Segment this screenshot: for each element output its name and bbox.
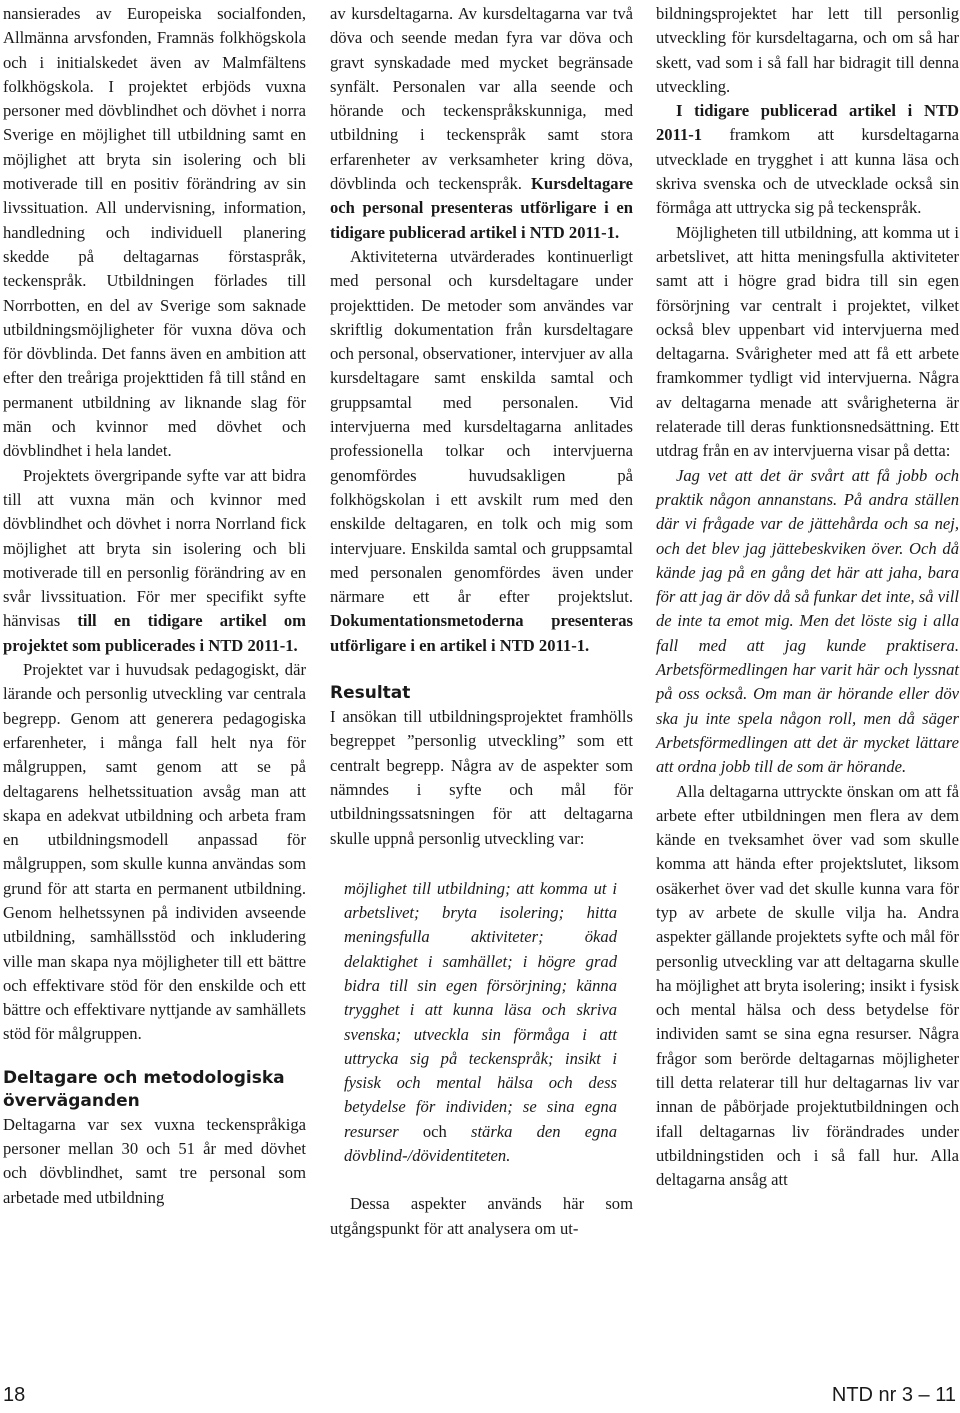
article-reference: till en tidigare artikel om projektet som publicerades i NTD 2011-1.: [3, 611, 307, 655]
paragraph: [656, 99, 959, 220]
paragraph: Projektet var i huvudsak pedagogiskt, där lärande och personlig utveckling var centrala begrepp. Genom att generera pedagogiska erfarenheter, i många fall helt nya för målgruppen, samt genom att se på deltagarens helhetssituation avsåg man att skapa en adekvat utbildning och arbeta fram en utbildningsmodell anpassad för målgruppen, som skulle kunna användas som grund för att starta en permanent utbildning. Genom helhetssynen på individen avseende utbildning, samhällsstöd och inkludering ville man skapa nya möjligheter till ett bättre och effektivare stöd för den enskilde och ett bättre och effektivare nyttjande av samhällets stöd för målgruppen.: [3, 660, 306, 1044]
paragraph: [330, 2, 633, 245]
paragraph: [3, 464, 306, 658]
paragraph-text: framkom att kursdeltagarna utvecklade en trygghet i att kunna läsa och skriva svenska och de utvecklade också sin förmåga att uttrycka sig på teckenspråk.: [656, 125, 959, 218]
article-reference: Kursdeltagare och personal presenteras utförligare i en tidigare publicerad artikel i NTD 2011-1.: [330, 174, 633, 242]
paragraph-text: Aktiviteterna utvärderades kontinuerligt med personal och kursdeltagare under projekttiden. De metoder som användes var skriftlig dokumentation från kursdeltagare och personal, observationer, intervjuer av alla kursdeltagare samt enskilda samtal och gruppsamtal med personalen. Vid intervjuerna med kursdeltagarna anlitades professionella tolkar och intervjuerna genomfördes huvudsakligen på folkhögskolan i ett avskilt rum med den enskilde deltagaren, en tolk och mig som intervjuare. Enskilda samtal och gruppsamtal med personalen genomfördes även under närmare ett år efter projektslut.: [330, 246, 633, 607]
issue-label: NTD nr 3 – 11: [831, 1384, 956, 1406]
text-column-3: [656, 2, 959, 1193]
paragraph: [330, 245, 633, 658]
aspect-list-italic: möjlighet till utbildning; att komma ut i arbetslivet; bryta isolering; hitta meningsfulla aktiviteter; ökad delaktighet i samhället; i högre grad bidra till sin egen försörjning; känna trygghet i att kunna läsa och skriva svenska; utveckla sin förmåga i att uttrycka sig på teckenspråk; insikt i fysisk och mental hälsa och dess betydelse för individen; se sina egna resurser: [344, 878, 617, 1141]
paragraph: Alla deltagarna uttryckte önskan om att få arbete efter utbildningen men flera av dem kände en tveksamhet över vad som skulle komma att hända efter projektslutet, liksom osäkerhet över vad det skulle kunna vara för typ av arbete de skulle vilja ha. Andra aspekter gällande projektets syfte och mål för personlig utveckling var att deltagarna skulle ha möjlighet att bryta isolering; insikt i fysisk och mental hälsa och dess betydelse för individen samt se sina egna resurser. Några frågor som berörde deltagarnas möjligheter till detta relaterar till hur deltagarnas liv var innan de påbörjade projektutbildningen och ifall deltagarnas liv förändrades under utbildningstiden och i så fall hur. Alla deltagarna ansåg att: [656, 781, 959, 1190]
page-number: 18: [3, 1384, 26, 1406]
section-heading-deltagare: Deltagare och metodologiska överväganden: [3, 1067, 285, 1111]
paragraph: Dessa aspekter används här som utgångspunkt för att analysera om ut-: [330, 1194, 633, 1238]
text-column-1: [3, 2, 306, 1210]
paragraph: Deltagarna var sex vuxna teckenspråkiga personer mellan 30 och 51 år med dövhet och dövblindhet, samt tre personal som arbetade med utbildning: [3, 1114, 306, 1207]
section-heading-resultat: Resultat: [330, 683, 411, 704]
interview-quote: Jag vet att det är svårt att få jobb och praktik någon annanstans. På andra ställen där vi frågade var de jättehårda och sa nej, och det blev jag jättebeskviken över. Och då kände jag på en gång det här att jaha, bara för att jag är döv då så funkar det inte, så vill de inte ta emot mig. Men det löste sig i alla fall med att jag kunde praktisera. Arbetsförmedlingen har varit här och lyssnat på oss också. Om man är hörande eller döv ska ju inte spela någon roll, men då säger Arbetsförmedlingen att det är mycket lättare att ordna jobb till de som är hörande.: [656, 465, 959, 777]
paragraph-text: av kursdeltagarna. Av kursdeltagarna var två döva och seende medan fyra var döva och gravt synskadade med mycket begränsade synfält. Personalen var alla seende och hörande och teckenspråkskunniga, med utbildning i teckenspråk samt stora erfarenheter av verksamheter kring döva, dövblinda och teckenspråk.: [330, 4, 633, 194]
paragraph-text: Projektets övergripande syfte var att bidra till att vuxna män och kvinnor med dövblindhet och dövhet i norra Norrland fick möjlighet att bryta sin isolering och bli motiverade till en personlig förändring av en svår livssituation. För mer specifikt syfte hänvisas: [3, 465, 306, 631]
aspect-list-plain: och: [398, 1121, 471, 1141]
text-column-2: [330, 2, 633, 1241]
paragraph: bildningsprojektet har lett till personlig utveckling för kursdeltagarna, och om så har skett, vad som i så fall har bidragit till denna utveckling.: [656, 4, 959, 96]
aspect-list-italic: stärka den egna dövblind-/dövidentiteten.: [344, 1121, 617, 1166]
aspect-list: [344, 877, 617, 1169]
article-reference: Dokumentationsmetoderna presenteras utförligare i en artikel i NTD 2011-1.: [330, 611, 633, 655]
paragraph: nansierades av Europeiska socialfonden, Allmänna arvsfonden, Framnäs folkhögskola och i initialskedet även av Malmfältens folkhögskola. I projektet erbjöds vuxna personer med dövblindhet och dövhet i norra Sverige en möjlighet till utbildning samt en möjlighet att bryta sin isolering och bli motiverade till en positiv förändring av sin livssituation. All undervisning, information, handledning och individuell planering skedde på deltagarnas förstaspråk, teckenspråk. Utbildningen förlades till Norrbotten, en del av Sverige som saknade utbildningsmöjligheter för vuxna döva och för dövblinda. Det fanns även en ambition att efter den treåriga projekttiden få till stånd en permanent utbildning av liknande slag för män och kvinnor med dövhet och dövblindhet i hela landet.: [3, 4, 306, 461]
article-reference: I tidigare publicerad artikel i NTD 2011-1: [656, 101, 959, 145]
paragraph: Möjligheten till utbildning, att komma ut i arbetslivet, att hitta meningsfulla aktiviteter samt att i högre grad bidra till sin egen försörjning var centralt i projektet, vilket också blev uppenbart vid intervjuerna med deltagarna. Svårigheter med att få ett arbete framkommer tydligt vid intervjuerna. Några av deltagarna menade att svårigheterna är relaterade till deras funktionsnedsättning. Ett utdrag från en av intervjuerna visar på detta:: [656, 222, 959, 461]
paragraph: I ansökan till utbildningsprojektet framhölls begreppet ”personlig utveckling” som ett centralt begrepp. Några av de aspekter som nämndes i syfte och mål för utbildningssatsningen för att deltagarna skulle uppnå personlig utveckling var:: [330, 707, 633, 848]
